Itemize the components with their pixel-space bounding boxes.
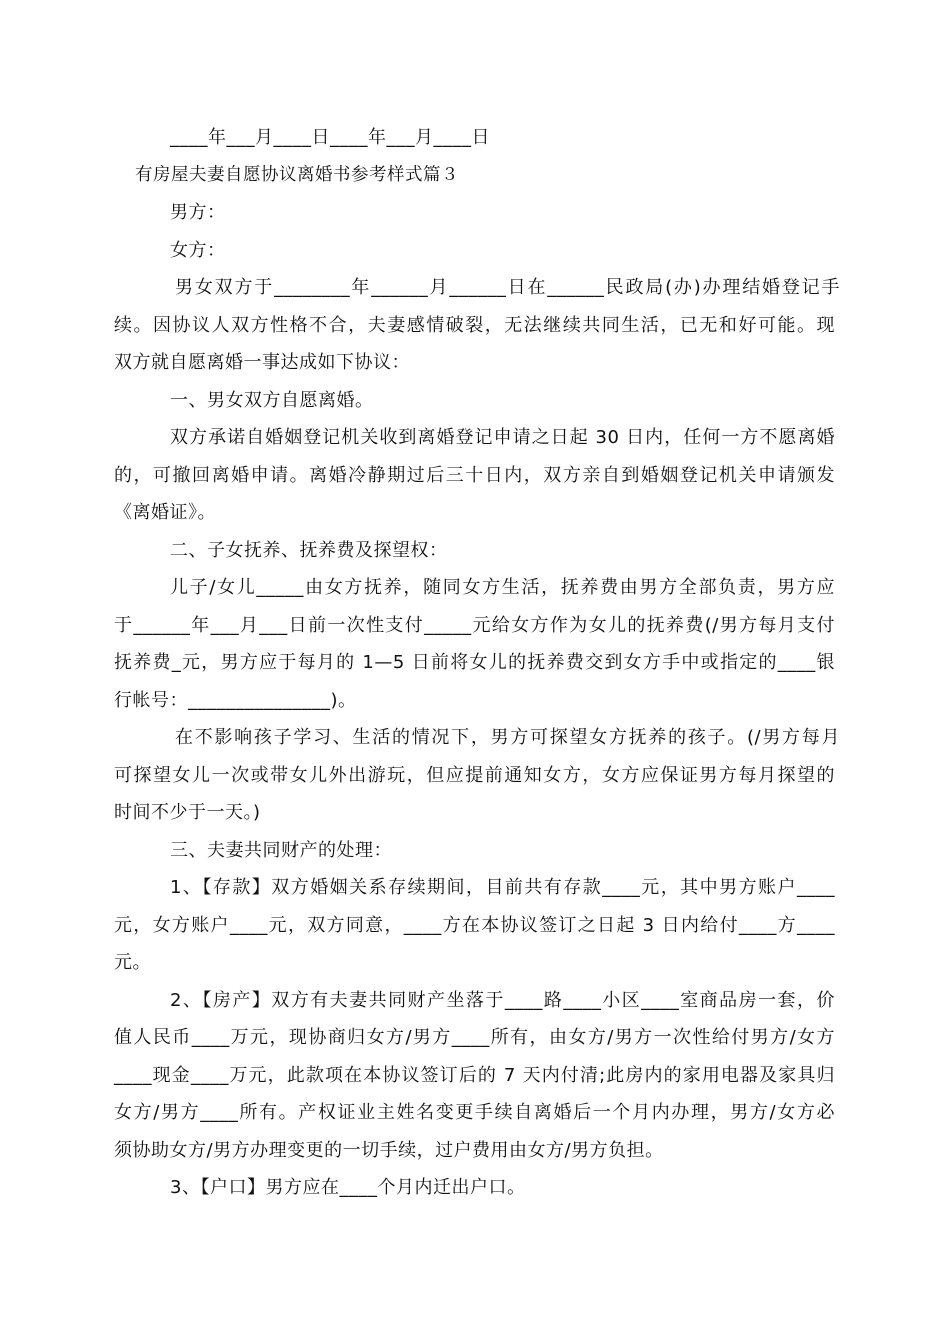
paragraph-line: 儿子/女儿_____由女方抚养，随同女方生活，抚养费由男方全部负责，男方应	[170, 577, 835, 598]
section-heading: 有房屋夫妻自愿协议离婚书参考样式篇３	[135, 165, 459, 185]
paragraph-line: 男女双方于________年______月______日在______民政局(办)办理结婚登记手	[175, 277, 840, 298]
paragraph-line: ____现金____万元，此款项在本协议签订后的 7 天内付清;此房内的家用电器及家具归	[114, 1065, 835, 1086]
paragraph-line: 元，女方账户____元，双方同意，____方在本协议签订之日起 3 日内给付____方____	[114, 915, 835, 936]
paragraph-line: 2、【房产】双方有夫妻共同财产坐落于____路____小区____室商品房一套，价	[170, 990, 835, 1011]
paragraph-line: 双方承诺自婚姻登记机关收到离婚登记申请之日起 30 日内，任何一方不愿离婚	[170, 427, 835, 448]
clause-title-3: 三、夫妻共同财产的处理：	[170, 840, 392, 861]
paragraph-line: 元。	[114, 952, 151, 973]
paragraph-line: 女方/男方____所有。产权证业主姓名变更手续自离婚后一个月内办理，男方/女方必	[114, 1102, 835, 1123]
date-line: ____年___月____日____年___月____日	[170, 127, 490, 148]
paragraph-line: 1、【存款】双方婚姻关系存续期间，目前共有存款____元，其中男方账户____	[170, 877, 835, 898]
paragraph-line: 续。因协议人双方性格不合，夫妻感情破裂，无法继续共同生活，已无和好可能。现	[114, 315, 835, 336]
paragraph-line: 双方就自愿离婚一事达成如下协议：	[114, 352, 410, 373]
paragraph-line: 须协助女方/男方办理变更的一切手续，过户费用由女方/男方负担。	[114, 1140, 664, 1161]
paragraph-line: 3、【户口】男方应在____个月内迁出户口。	[170, 1177, 526, 1198]
clause-title-2: 二、子女抚养、抚养费及探望权：	[170, 540, 448, 561]
paragraph-line: 值人民币____万元，现协商归女方/男方____所有，由女方/男方一次性给付男方/女方	[114, 1027, 835, 1048]
female-party-label: 女方：	[170, 240, 226, 261]
paragraph-line: 于______年___月___日前一次性支付_____元给女方作为女儿的抚养费(/男方每月支付	[114, 615, 835, 636]
paragraph-line: 可探望女儿一次或带女儿外出游玩，但应提前通知女方，女方应保证男方每月探望的	[114, 765, 835, 786]
paragraph-line: 的，可撤回离婚申请。离婚冷静期过后三十日内，双方亲自到婚姻登记机关申请颁发	[114, 465, 835, 486]
paragraph-line: 时间不少于一天。)	[114, 802, 261, 823]
male-party-label: 男方：	[170, 202, 226, 223]
clause-title-1: 一、男女双方自愿离婚。	[170, 390, 374, 411]
paragraph-line: 行帐号：_______________)。	[114, 690, 357, 711]
paragraph-line: 在不影响孩子学习、生活的情况下，男方可探望女方抚养的孩子。(/男方每月	[175, 727, 840, 748]
paragraph-line: 《离婚证》。	[114, 502, 216, 523]
paragraph-line: 抚养费_元，男方应于每月的 1—5 日前将女儿的抚养费交到女方手中或指定的____银	[114, 652, 835, 673]
